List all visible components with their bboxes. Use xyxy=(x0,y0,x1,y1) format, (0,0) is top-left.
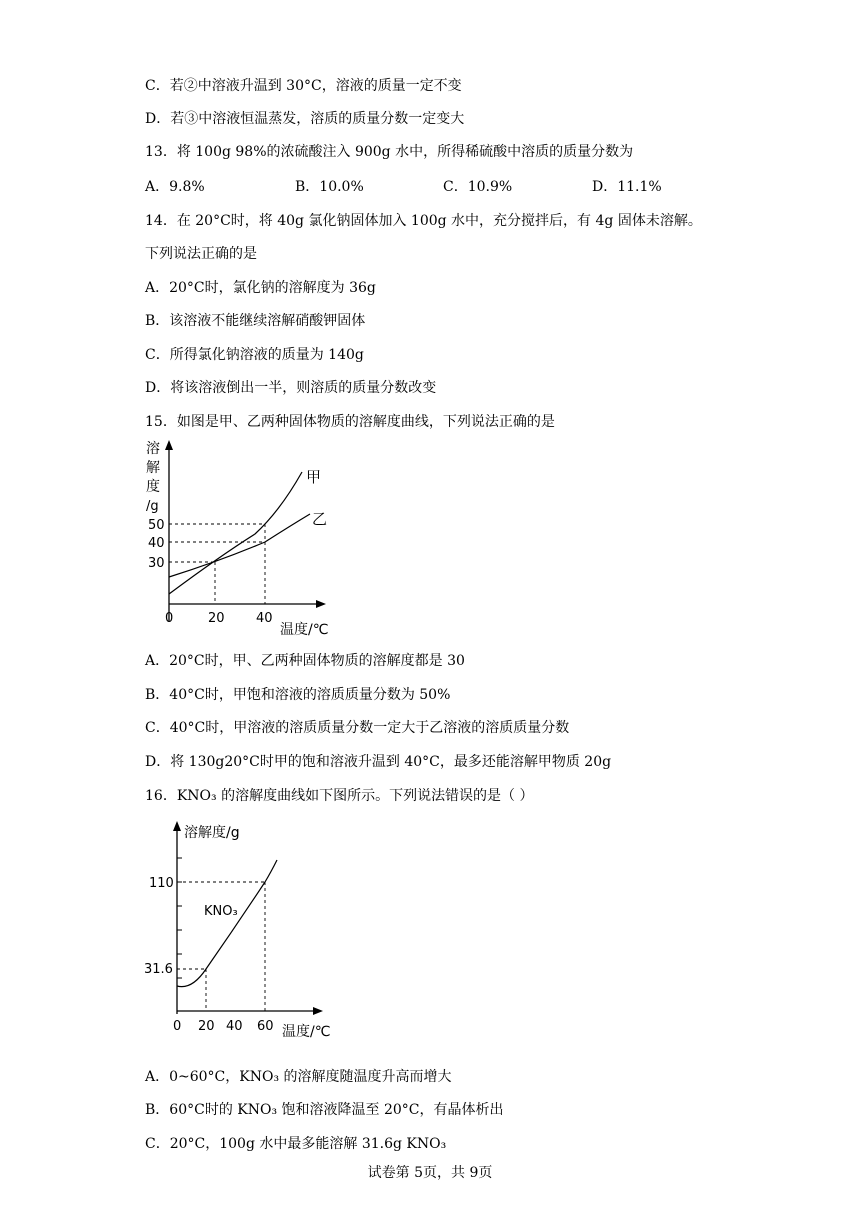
q14-stem-cont: 下列说法正确的是 xyxy=(145,246,257,262)
y-label-unit: /g xyxy=(146,499,159,514)
q13-stem: 13．将 100g 98%的浓硫酸注入 900g 水中，所得稀硫酸中溶质的质量分数为 xyxy=(145,144,634,160)
q15-option-a: A．20°C时，甲、乙两种固体物质的溶解度都是 30 xyxy=(145,653,465,669)
y-tick-50: 50 xyxy=(148,518,165,533)
y-label-char: 度 xyxy=(146,479,160,495)
q13-option-a: A．9.8% xyxy=(145,179,205,195)
x-tick-40: 40 xyxy=(256,611,273,626)
q16-stem: 16．KNO₃ 的溶解度曲线如下图所示。下列说法错误的是（ ） xyxy=(145,788,534,804)
q16-option-b: B．60°C时的 KNO₃ 饱和溶液降温至 20°C，有晶体析出 xyxy=(145,1102,504,1118)
page-footer: 试卷第 5页，共 9页 xyxy=(367,1165,493,1181)
series-jia-curve xyxy=(169,472,302,594)
y-axis-arrow xyxy=(173,821,181,831)
y-tick-110: 110 xyxy=(149,876,174,891)
q15-stem: 15．如图是甲、乙两种固体物质的溶解度曲线，下列说法正确的是 xyxy=(145,414,555,430)
q15-option-b: B．40°C时，甲饱和溶液的溶质质量分数为 50% xyxy=(145,687,451,703)
y-axis-arrow xyxy=(165,440,173,450)
x-axis-arrow xyxy=(313,1007,323,1015)
x-axis-arrow xyxy=(316,600,326,608)
y-tick-40: 40 xyxy=(148,536,165,551)
y-tick-marks xyxy=(177,858,182,978)
series-yi-curve xyxy=(169,514,310,577)
q12-option-c: C．若②中溶液升温到 30°C，溶液的质量一定不变 xyxy=(145,78,462,94)
x-tick-0: 0 xyxy=(165,611,174,626)
q14-option-c: C．所得氯化钠溶液的质量为 140g xyxy=(145,347,364,363)
series-label-kno3: KNO₃ xyxy=(204,904,238,919)
series-label-jia: 甲 xyxy=(306,468,322,486)
q14-option-d: D．将该溶液倒出一半，则溶质的质量分数改变 xyxy=(145,380,437,396)
q13-option-b: B．10.0% xyxy=(295,179,364,195)
q16-option-c: C．20°C，100g 水中最多能溶解 31.6g KNO₃ xyxy=(145,1136,447,1152)
x-tick-20: 20 xyxy=(208,611,225,626)
y-label-char: 溶 xyxy=(146,441,160,457)
q14-option-a: A．20°C时，氯化钠的溶解度为 36g xyxy=(145,280,376,296)
q12-option-d: D．若③中溶液恒温蒸发，溶质的质量分数一定变大 xyxy=(145,111,465,127)
q14-stem: 14．在 20°C时，将 40g 氯化钠固体加入 100g 水中，充分搅拌后，有 4g 固体未溶解。 xyxy=(145,213,702,229)
x-tick-60: 60 xyxy=(257,1019,274,1034)
y-label-char: 解 xyxy=(146,460,160,476)
q13-option-c: C．10.9% xyxy=(443,179,513,195)
x-tick-0: 0 xyxy=(173,1019,182,1034)
q15-option-d: D．将 130g20°C时甲的饱和溶液升温到 40°C，最多还能溶解甲物质 20g xyxy=(145,754,612,770)
y-tick-30: 30 xyxy=(148,556,165,571)
y-tick-31.6: 31.6 xyxy=(144,962,173,977)
y-axis-label: 溶解度/g xyxy=(184,825,240,841)
x-axis-label: 温度/℃ xyxy=(282,1024,331,1040)
q15-option-c: C．40°C时，甲溶液的溶质质量分数一定大于乙溶液的溶质质量分数 xyxy=(145,720,570,736)
series-label-yi: 乙 xyxy=(312,510,328,528)
q13-option-d: D．11.1% xyxy=(592,179,662,195)
kno3-solubility-chart xyxy=(140,818,340,1046)
solubility-chart-1 xyxy=(140,436,340,642)
x-tick-20: 20 xyxy=(198,1019,215,1034)
x-axis-label: 温度/℃ xyxy=(280,622,329,638)
x-tick-40: 40 xyxy=(226,1019,243,1034)
q14-option-b: B．该溶液不能继续溶解硝酸钾固体 xyxy=(145,313,366,329)
q16-option-a: A．0~60°C，KNO₃ 的溶解度随温度升高而增大 xyxy=(145,1069,452,1085)
series-kno3-curve xyxy=(177,860,277,987)
guide-lines xyxy=(169,524,265,604)
